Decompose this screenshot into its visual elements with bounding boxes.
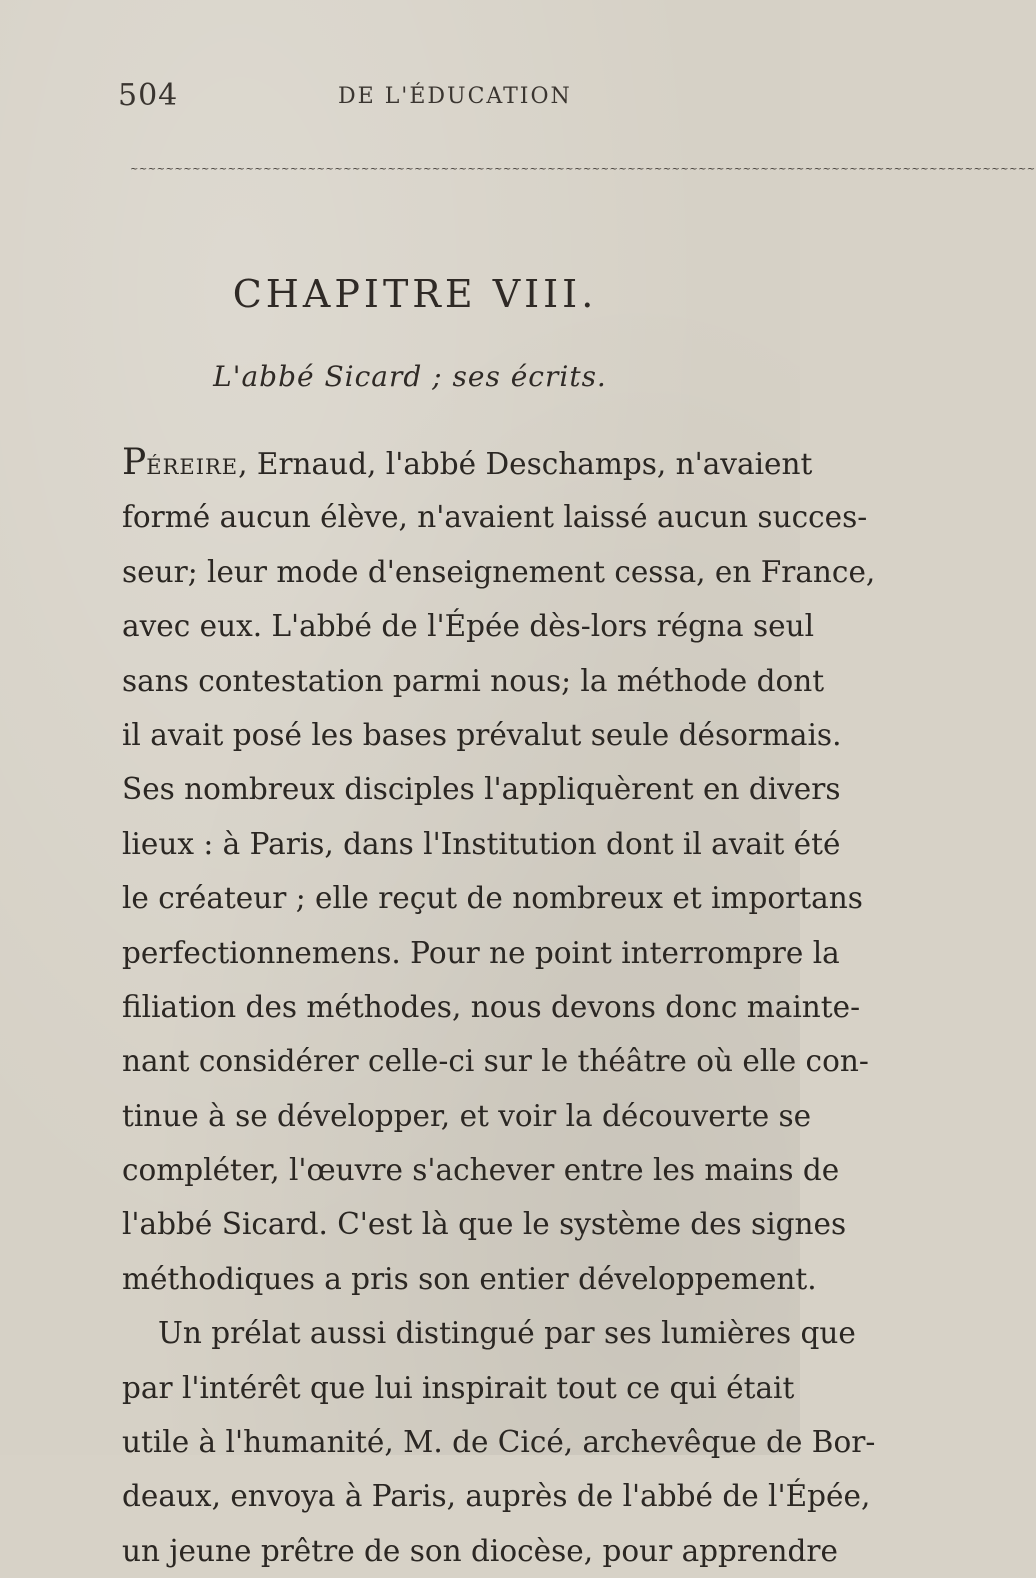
running-head [0, 78, 800, 118]
text-line: le créateur ; elle reçut de nombreux et importans [122, 881, 863, 916]
text-line: formé aucun élève, n'avaient laissé aucun succes- [122, 500, 868, 535]
text-line: sans contestation parmi nous; la méthode dont [122, 663, 825, 698]
line-1-rest: , Ernaud, l'abbé Deschamps, n'avaient [238, 447, 813, 481]
text-line: Ses nombreux disciples l'appliquèrent en divers [122, 772, 841, 807]
text-line: compléter, l'œuvre s'achever entre les mains de [122, 1153, 840, 1188]
opening-word: éreire [146, 447, 239, 481]
text-line: l'abbé Sicard. C'est là que le système des signes [122, 1207, 847, 1242]
chapter-subtitle: L'abbé Sicard ; ses écrits. [213, 360, 607, 393]
body-text [122, 436, 876, 1578]
paragraph-2-line: utile à l'humanité, M. de Cicé, archevêque de Bor- [122, 1425, 876, 1460]
paragraph-2-line: Un prélat aussi distingué par ses lumières que [158, 1316, 856, 1351]
drop-initial: P [122, 442, 147, 483]
text-line-paragraph-end: méthodiques a pris son entier développement. [122, 1261, 817, 1296]
text-line: perfectionnemens. Pour ne point interrompre la [122, 935, 840, 970]
text-line-1 [122, 436, 813, 490]
page-number: 504 [118, 78, 179, 113]
ornamental-rule: ~~~~~~~~~~~~~~~~~~~~~~~~~~~~~~~~~~~~~~~~~~~~~~~~~~~~~~~~~~~~~~~~~~~~~~~~~~~~~~~~~~~~~~~~~~~~~~~~~~~~~~ [130, 164, 1036, 175]
text-line: lieux : à Paris, dans l'Institution dont il avait été [122, 826, 841, 861]
text-line: avec eux. L'abbé de l'Épée dès-lors régna seul [122, 609, 815, 644]
paragraph-2-line: deaux, envoya à Paris, auprès de l'abbé de l'Épée, [122, 1479, 871, 1514]
text-line: tinue à se développer, et voir la découverte se [122, 1098, 812, 1133]
text-line: il avait posé les bases prévalut seule désormais. [122, 717, 842, 752]
paragraph-2-line: un jeune prêtre de son diocèse, pour apprendre [122, 1533, 838, 1568]
text-line: nant considérer celle-ci sur le théâtre où elle con- [122, 1044, 869, 1079]
chapter-title: CHAPITRE VIII. [232, 272, 598, 316]
text-line: seur; leur mode d'enseignement cessa, en France, [122, 554, 876, 589]
running-title: DE L'ÉDUCATION [338, 84, 572, 109]
text-line: filiation des méthodes, nous devons donc mainte- [122, 989, 861, 1024]
paragraph-2-line: par l'intérêt que lui inspirait tout ce qui était [122, 1370, 795, 1405]
